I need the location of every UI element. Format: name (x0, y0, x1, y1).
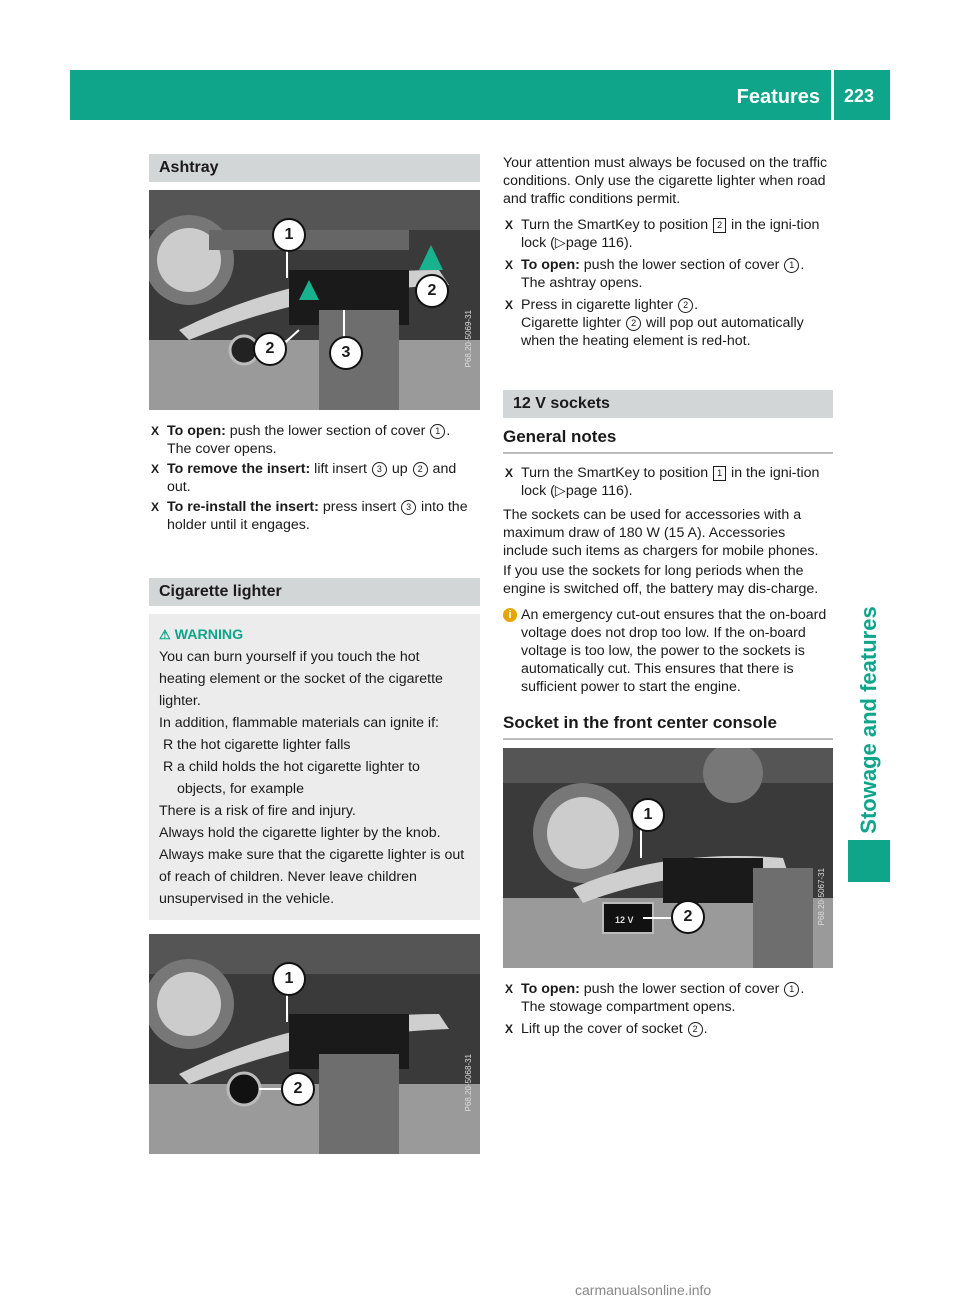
warning-box (149, 614, 480, 920)
ashtray-heading: Ashtray (149, 154, 480, 182)
ashtray-step-remove: X To remove the insert: lift insert 3 up 2 and out. (151, 461, 457, 495)
sockets-info: i An emergency cut-out ensures that the on-board voltage does not drop too low. If the on-board voltage is too low, the power to the sockets is automatically cut. This ensures that there is sufficient power to start the engine. (503, 606, 833, 696)
socket-callout-1: 1 (631, 798, 665, 832)
cigarette-image (149, 934, 480, 1154)
right-step-open: X To open: push the lower section of cover 1 . The ashtray opens. (505, 257, 805, 291)
general-notes-heading: General notes (503, 428, 833, 454)
warning-title: ⚠ WARNING (159, 627, 244, 643)
socket-illustration (503, 748, 833, 968)
ashtray-callout-3: 3 (329, 336, 363, 370)
cigarette-callout-1: 1 (272, 962, 306, 996)
right-step-press: X Press in cigarette lighter 2 . Cigarette lighter 2 will pop out automatically when the heating element is red-hot. (505, 297, 804, 349)
right-step-smartkey: X Turn the SmartKey to position 2 in the igni-tion lock (▷page 116). (505, 217, 820, 251)
socket-image (503, 748, 833, 968)
right-column (503, 154, 833, 1038)
warning-icon: ⚠ (159, 627, 171, 642)
cigarette-illustration (149, 934, 480, 1154)
footer-watermark: carmanualsonline.info (575, 1282, 712, 1298)
socket-callout-2: 2 (671, 900, 705, 934)
cigarette-image-code: P68.20-5068-31 (464, 1054, 473, 1112)
sockets-heading: 12 V sockets (503, 390, 833, 418)
warning-text-4: Always hold the cigarette lighter by the knob. Always make sure that the cigarette lighter is out of reach of children. Never leave children unsupervised in the vehicle. (159, 825, 465, 907)
sockets-step-smartkey: X Turn the SmartKey to position 1 in the igni-tion lock (▷page 116). (505, 465, 820, 499)
sockets-text-2: If you use the sockets for long periods when the engine is switched off, the battery may dis-charge. (503, 563, 819, 597)
socket-label: 12 V (615, 915, 634, 925)
side-tab (848, 120, 890, 834)
side-marker (848, 840, 890, 882)
socket-step-open: X To open: push the lower section of cover 1 . The stowage compartment opens. (505, 981, 805, 1015)
attention-text: Your attention must always be focused on the traffic conditions. Only use the cigarette lighter when road and traffic conditions permit. (503, 155, 828, 207)
socket-step-lift: X Lift up the cover of socket 2 . (505, 1021, 708, 1037)
cigarette-heading: Cigarette lighter (149, 578, 480, 606)
ashtray-image-code: P68.20-5069-31 (464, 310, 473, 368)
warning-text-2: In addition, flammable materials can ignite if: (159, 715, 439, 731)
header-divider (831, 70, 834, 120)
socket-image-code: P68.20-5067-31 (817, 868, 826, 926)
page-number: 223 (844, 86, 875, 106)
chapter-title: Features (736, 86, 820, 108)
info-icon: i (503, 608, 517, 622)
warning-text-1: You can burn yourself if you touch the hot heating element or the socket of the cigarette lighter. (159, 649, 443, 709)
ashtray-step-reinstall: X To re-install the insert: press insert 3 into the holder until it engages. (151, 499, 468, 533)
ashtray-image (149, 190, 480, 410)
ashtray-callout-1: 1 (272, 218, 306, 252)
left-column (149, 154, 480, 1154)
warning-text-3: There is a risk of fire and injury. (159, 803, 356, 819)
ashtray-step-open: X To open: push the lower section of cover 1 . The cover opens. (151, 423, 451, 457)
side-tab-label: Stowage and features (856, 606, 881, 834)
sockets-text-1: The sockets can be used for accessories with a maximum draw of 180 W (15 A). Accessories include such items as chargers for mobile phones. (503, 507, 819, 559)
front-console-heading: Socket in the front center console (503, 714, 833, 740)
ashtray-callout-2a: 2 (415, 274, 449, 308)
ashtray-callout-2b: 2 (253, 332, 287, 366)
warning-bullet-2: R a child holds the hot cigarette lighter to objects, for example (163, 759, 420, 797)
warning-bullet-1: R the hot cigarette lighter falls (163, 737, 351, 753)
cigarette-callout-2: 2 (281, 1072, 315, 1106)
